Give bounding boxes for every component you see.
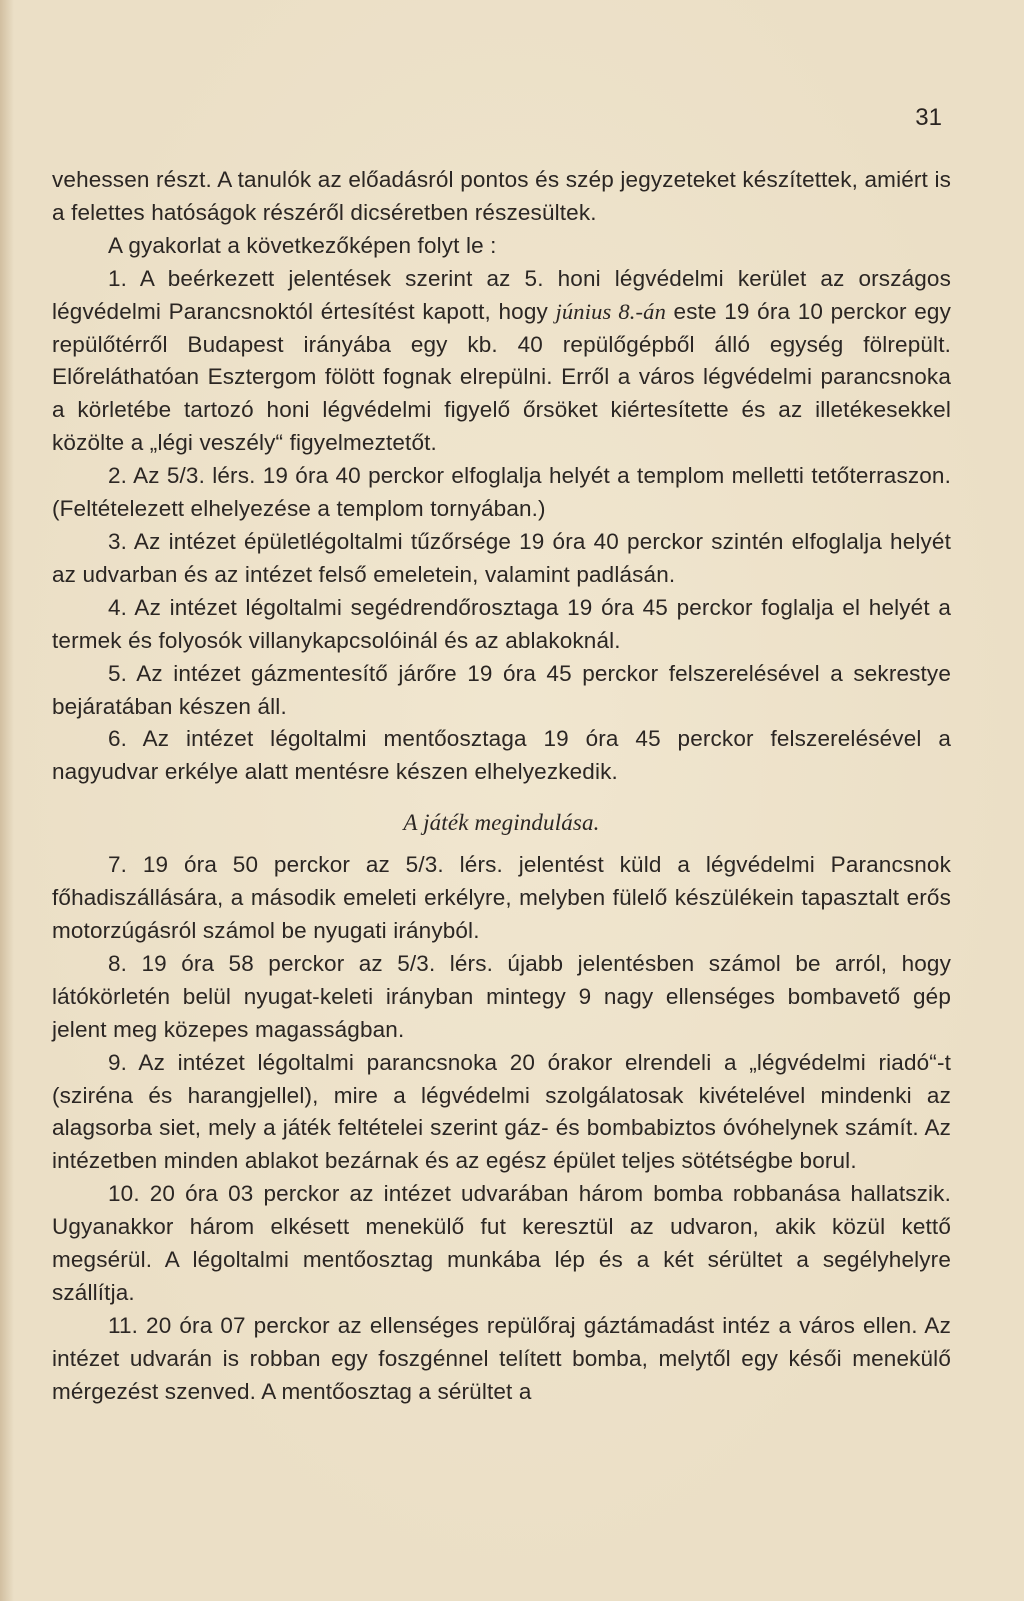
paragraph-item-3: 3. Az intézet épületlégoltalmi tűzőrsége 19 óra 40 perckor szintén elfoglalja helyét az udvarban és az intézet felső emeletein, valamint padlásán. [52,528,951,587]
section-heading: A játék megindulása. [403,810,600,836]
paragraph-item-2: 2. Az 5/3. lérs. 19 óra 40 perckor elfoglalja helyét a templom melletti tetőterraszon. (Feltételezett elhelyezése a templom tornyában.) [52,463,951,522]
paragraph-item-11: 11. 20 óra 07 perckor az ellenséges repülőraj gáztámadást intéz a város ellen. Az intézet udvarán is robban egy foszgénnel telített bomba, melytől egy késői menekülő mérgezést szenved. A mentőosztag a sérültet a [52,1312,951,1404]
paragraph-item-7: 7. 19 óra 50 perckor az 5/3. lérs. jelentést küld a légvédelmi Parancsnok főhadiszállására, a második emeleti erkélyre, melyben fülelő készülékein tapasztalt erős motorzúgásról számol be nyugati irányból. [52,852,951,944]
paragraph-intro: vehessen részt. A tanulók az előadásról pontos és szép jegyzeteket készítettek, amiért is a felettes hatóságok részéről dicséretben részesültek. [52,167,951,225]
paragraph-item-9: 9. Az intézet légoltalmi parancsnoka 20 órakor elrendeli a „légvédelmi riadó“-t (sziréna és harangjellel), mire a légvédelmi szolgálatosak kivételével mindenki az alagsorba siet, mely a játék feltételei szerint gáz- és bombabiztos óvóhelynek számít. Az intézetben minden ablakot bezárnak és az egész épület teljes sötétségbe borul. [52,1049,951,1174]
paragraph-item-1 [52,263,951,460]
body-text [52,164,951,1409]
paragraph-item-1-date: június 8.-án [555,298,666,324]
paragraph-item-4: 4. Az intézet légoltalmi segédrendőrosztaga 19 óra 45 perckor foglalja el helyét a termek és folyosók villanykapcsolóinál és az ablakoknál. [52,594,951,653]
paragraph-course: A gyakorlat a következőképen folyt le : [108,232,497,258]
paragraph-item-8: 8. 19 óra 58 perckor az 5/3. lérs. újabb jelentésben számol be arról, hogy látókörletén belül nyugat-keleti irányban mintegy 9 nagy ellenséges bombavető gép jelent meg közepes magasságban. [52,950,951,1042]
paragraph-item-1-part-c: este 19 óra 10 perckor egy repülőtérről Budapest irányába egy kb. 40 repülőgépből álló egység fölrepült. Előreláthatóan Esztergom fölött fognak elrepülni. Erről a város légvédelmi parancsnoka a körletébe tartozó honi légvédelmi figyelő őrsöket kiértesítette és az illetékesekkel közölte a „légi veszély“ figyelmeztetőt. [52,298,951,456]
paragraph-item-5: 5. Az intézet gázmentesítő járőre 19 óra 45 perckor felszerelésével a sekrestye bejáratában készen áll. [52,660,951,719]
paragraph-item-6: 6. Az intézet légoltalmi mentőosztaga 19 óra 45 perckor felszerelésével a nagyudvar erkélye alatt mentésre készen elhelyezkedik. [52,726,951,785]
paragraph-item-10: 10. 20 óra 03 perckor az intézet udvarában három bomba robbanása hallatszik. Ugyanakkor három elkésett menekülő fut keresztül az udvaron, akik közül kettő megsérül. A légoltalmi mentőosztag munkába lép és a két sérültet a segélyhelyre szállítja. [52,1181,951,1305]
page-number: 31 [915,104,942,131]
paragraph-item-1-part-a: 1. A beérkezett jelentések szerint az 5. honi légvédelmi kerület az országos légvédelmi Parancsnoktól értesítést kapott, hogy [52,265,951,324]
